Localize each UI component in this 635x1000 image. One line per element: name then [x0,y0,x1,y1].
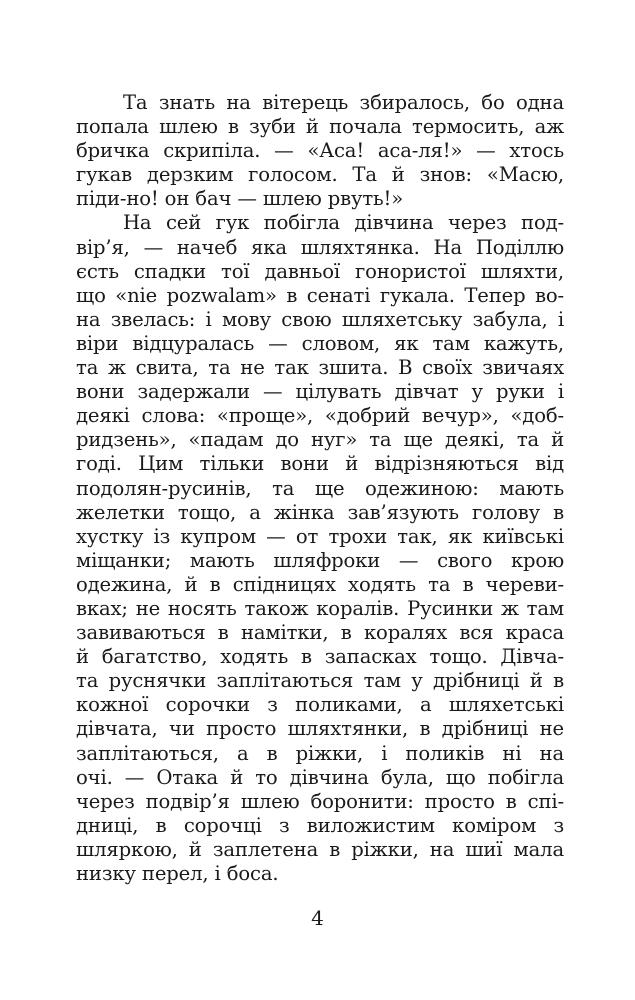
text-line: деякі слова: «проще», «добрий вечур», «доб- [76,404,564,428]
page-number: 4 [311,906,324,930]
text-line: хустку із купром — от трохи так, як київські [76,524,564,548]
text-line: дівчата, чи просто шляхтянки, в дрібниці не [76,717,564,741]
text-line: ридзень», «падам до нуг» та ще деякі, та й [76,428,564,452]
text-line: подолян-русинів, та ще одежиною: мають [76,476,564,500]
text-line: низку перел, і боса. [76,862,279,885]
text-line: очі. — Отака й то дівчина була, що побігла [76,765,564,789]
text-line: та ж свита, та не так зшита. В своїх звичаях [76,356,564,380]
text-line: бричка скрипіла. — «Аса! аса-ля!» — хтось [76,139,564,163]
body-text [76,91,564,886]
text-line: дниці, в сорочці з виложистим коміром з [76,813,564,837]
text-line: віри відцуралась — словом, як там кажуть, [76,331,564,355]
text-line: одежина, й в спідницях ходять та в череви- [76,572,564,596]
text-line: міщанки; мають шляфроки — свого крою [76,548,564,572]
text-line: гукав дерзким голосом. Та й знов: «Масю, [76,163,564,187]
text-line: через подвір’я шлею боронити: просто в спі- [76,789,564,813]
text-line: попала шлею в зуби й почала термосить, аж [76,115,564,139]
text-line: кожної сорочки з поликами, а шляхетські [76,693,564,717]
text-line: та руснячки заплітаються там у дрібниці й в [76,669,564,693]
text-line: на звелась: і мову свою шляхетську забула, і [76,307,564,331]
text-line: єсть спадки тої давньої гонористої шляхти, [76,259,564,283]
text-line: завиваються в намітки, в коралях вся краса [76,621,564,645]
text-line: шляркою, й заплетена в ріжки, на шиї мала [76,837,564,861]
text-line: заплітаються, а в ріжки, і поликів ні на [76,741,564,765]
text-line: желетки тощо, а жінка зав’язують голову в [76,500,564,524]
text-line: годі. Цим тільки вони й відрізняються від [76,452,564,476]
text-line: вони задержали — цілувать дівчат у руки і [76,380,564,404]
text-line: що «nie pozwalam» в сенаті гукала. Тепер во- [76,283,564,307]
text-line: й багатство, ходять в запасках тощо. Дівча- [76,645,564,669]
text-line: піди-но! он бач — шлею рвуть!» [76,187,404,211]
text-line: вір’я, — начеб яка шляхтянка. На Поділлю [76,235,564,259]
text-line: Та знать на вітерець збиралось, бо одна [123,91,564,114]
text-line: вках; не носять також коралів. Русинки ж там [76,596,564,620]
text-line: На сей гук побігла дівчина через под- [123,211,564,235]
